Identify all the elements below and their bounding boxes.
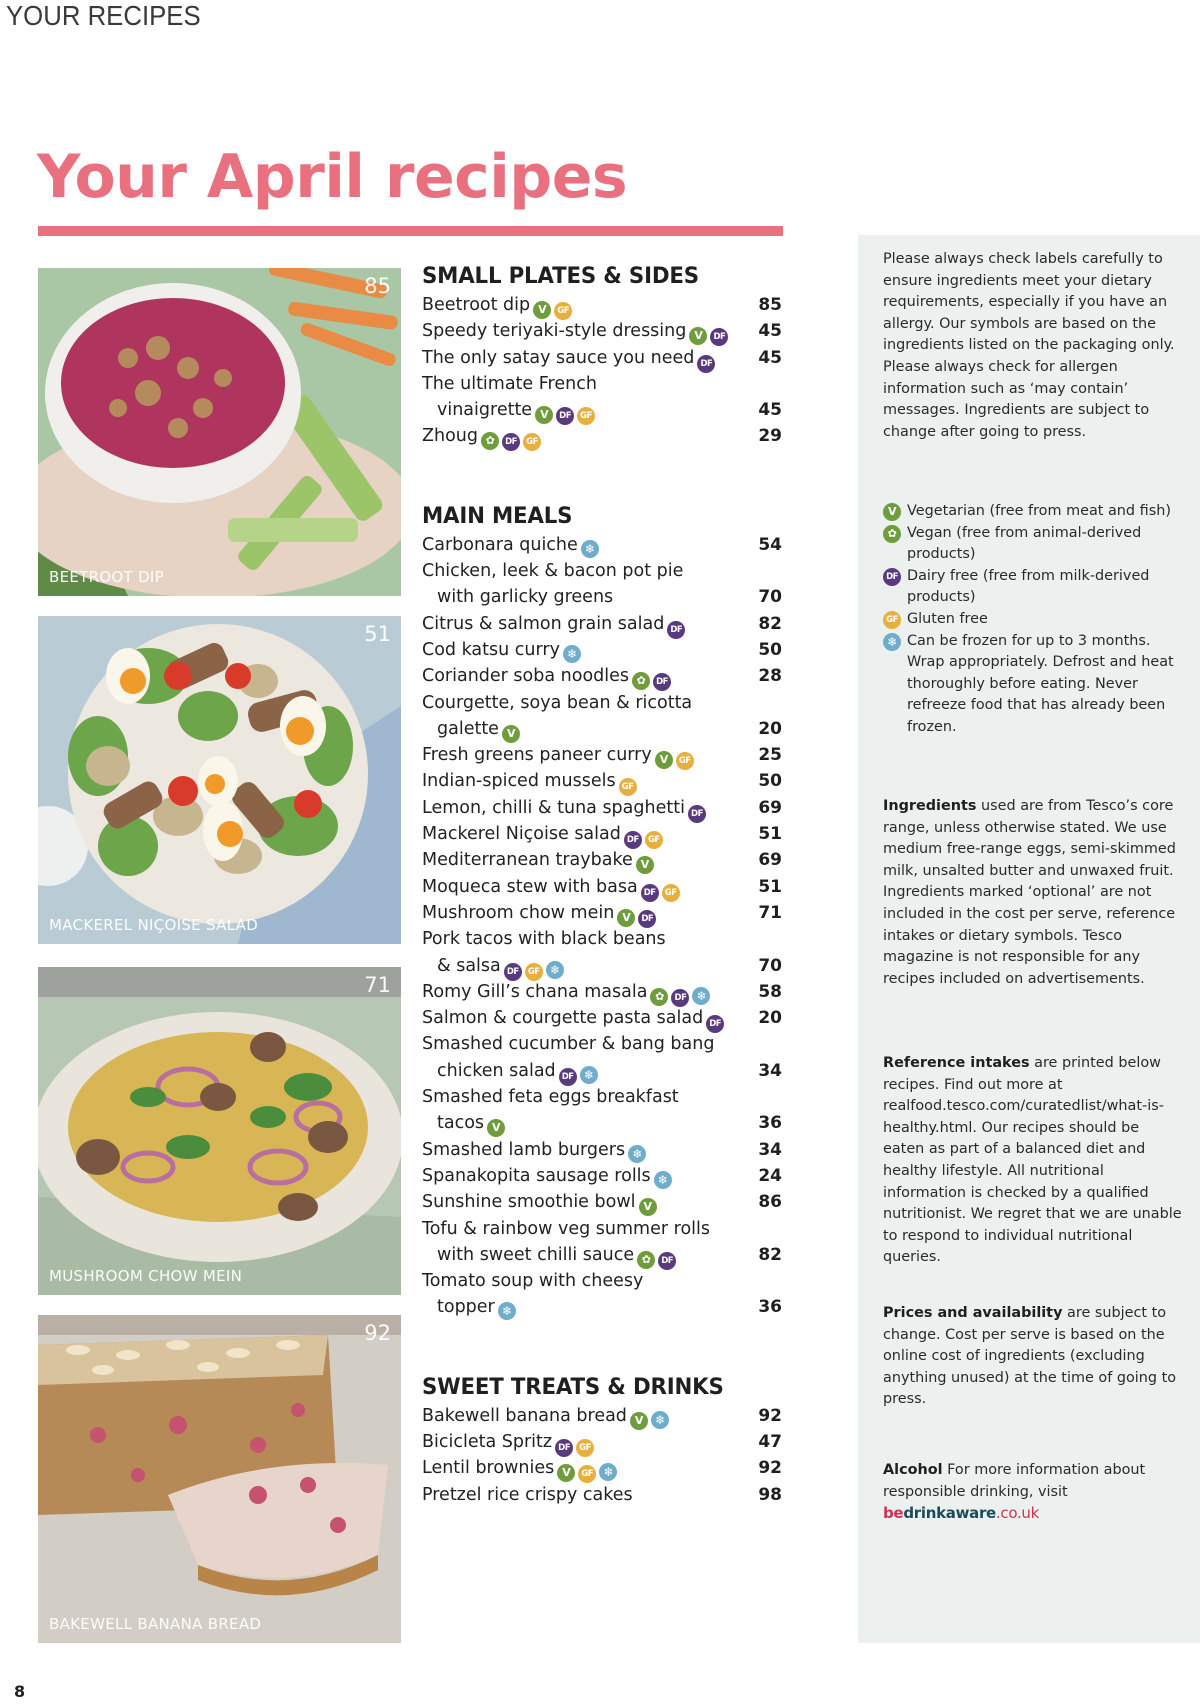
recipe-page-number: 69	[758, 797, 782, 818]
recipe-name-continued: with garlicky greens	[437, 587, 614, 608]
legend-item	[883, 566, 1183, 609]
photo-bakewell-banana-bread[interactable]	[38, 1315, 401, 1643]
reference-intakes-note	[883, 1053, 1183, 1269]
gluten-free-icon: GF	[676, 752, 694, 770]
recipe-name: Bicicleta Spritz	[422, 1431, 553, 1452]
recipe-row-continuation[interactable]	[422, 1242, 782, 1268]
vegan-icon: ✿	[650, 988, 668, 1006]
recipe-row[interactable]	[422, 690, 782, 716]
recipe-row-continuation[interactable]	[422, 716, 782, 742]
vegetarian-icon: V	[502, 725, 520, 743]
recipe-name: Mediterranean traybake	[422, 850, 633, 871]
recipe-page-number: 92	[758, 1405, 782, 1426]
recipe-page-number: 70	[758, 955, 782, 976]
category-heading: MAIN MEALS	[422, 503, 573, 529]
recipe-row[interactable]	[422, 423, 782, 449]
vegan-icon: ✿	[632, 672, 650, 690]
vegetarian-icon: V	[533, 301, 551, 319]
vegetarian-icon: V	[630, 1412, 648, 1430]
recipe-page-number: 34	[758, 1139, 782, 1160]
category-heading: SMALL PLATES & SIDES	[422, 264, 699, 289]
recipe-row[interactable]	[422, 1482, 782, 1508]
reference-text: are printed below recipes. Find out more at realfood.tesco.com/curatedlist/what-is-healthy.html. Our recipes should be eaten as part of a balanced diet and healthy lifestyle. All nutritional information is checked by a qualified nutritionist. We regret that we are unable to respond to individual nutritional queries.	[883, 1055, 1182, 1266]
recipe-index	[422, 262, 782, 1508]
legend-text: Dairy free (free from milk-derived products)	[907, 567, 1150, 606]
recipe-row[interactable]	[422, 768, 782, 794]
dairy-free-icon: DF	[624, 831, 642, 849]
gluten-free-icon: GF	[576, 1439, 594, 1457]
vegetarian-icon: V	[636, 856, 654, 874]
dietary-legend	[883, 501, 1183, 739]
legend-item	[883, 631, 1183, 739]
drinkaware-be: be	[883, 1504, 904, 1523]
recipe-row[interactable]	[422, 558, 782, 584]
recipe-name-continued: tacos	[437, 1113, 485, 1134]
freezable-icon: ❄	[580, 1066, 598, 1084]
recipe-page-number: 98	[758, 1484, 782, 1505]
recipe-row[interactable]	[422, 663, 782, 689]
reference-heading: Reference intakes	[883, 1055, 1030, 1071]
category-spacer	[422, 1321, 782, 1373]
recipe-name: Chicken, leek & bacon pot pie	[422, 561, 684, 582]
recipe-name: Bakewell banana bread	[422, 1405, 627, 1426]
legend-text: Vegan (free from animal-derived products)	[907, 524, 1142, 563]
recipe-row[interactable]	[422, 742, 782, 768]
recipe-page-number: 71	[758, 902, 782, 923]
recipe-row[interactable]	[422, 1189, 782, 1215]
freezable-icon: ❄	[581, 540, 599, 558]
recipe-name: Cod katsu curry	[422, 639, 560, 660]
recipe-name: Sunshine smoothie bowl	[422, 1192, 636, 1213]
recipe-name-continued: galette	[437, 718, 499, 739]
category-spacer	[422, 450, 782, 502]
photo-caption: BAKEWELL BANANA BREAD	[49, 1615, 262, 1633]
gluten-free-icon: GF	[554, 302, 572, 320]
prices-text: are subject to change. Cost per serve is based on the online cost of ingredients (excluding anything unused) at the time of going to press.	[883, 1305, 1177, 1408]
freezable-icon: ❄	[628, 1145, 646, 1163]
recipe-page-number: 82	[758, 613, 782, 634]
recipe-name: Romy Gill’s chana masala	[422, 981, 648, 1002]
recipe-row-continuation[interactable]	[422, 1294, 782, 1320]
legend-item	[883, 609, 1183, 631]
recipe-page-number: 85	[758, 295, 782, 315]
recipe-page-number: 51	[758, 876, 782, 897]
recipe-row[interactable]	[422, 637, 782, 663]
prices-heading: Prices and availability	[883, 1305, 1063, 1321]
recipe-row[interactable]	[422, 821, 782, 847]
recipe-page-number: 25	[758, 745, 782, 766]
freezable-icon: ❄	[651, 1411, 669, 1429]
dairy-free-icon: DF	[710, 328, 728, 346]
recipe-name: Tomato soup with cheesy	[422, 1271, 644, 1292]
vegetarian-icon: V	[557, 1464, 575, 1482]
dairy-free-icon: DF	[706, 1015, 724, 1033]
alcohol-note	[883, 1460, 1183, 1526]
dairy-free-icon: DF	[556, 407, 574, 425]
ingredients-note	[883, 796, 1183, 990]
recipe-row[interactable]	[422, 795, 782, 821]
recipe-page-number: 92	[758, 1458, 782, 1479]
recipe-row-continuation[interactable]	[422, 1058, 782, 1084]
recipe-name: Citrus & salmon grain salad	[422, 613, 665, 634]
photo-mackerel-nicoise-salad[interactable]	[38, 616, 401, 944]
recipe-row[interactable]	[422, 1084, 782, 1110]
photo-beetroot-dip[interactable]	[38, 268, 401, 596]
recipe-page-number: 24	[758, 1165, 782, 1186]
recipe-row[interactable]	[422, 926, 782, 952]
drinkaware-drink: drinkaware	[903, 1504, 996, 1523]
photo-page-number: 92	[364, 1321, 391, 1345]
recipe-row[interactable]	[422, 1163, 782, 1189]
vegetarian-icon: V	[487, 1119, 505, 1137]
banana-bread-image	[38, 1315, 401, 1643]
recipe-row-continuation[interactable]	[422, 397, 782, 423]
recipe-page-number: 28	[758, 666, 782, 687]
freezable-icon: ❄	[692, 987, 710, 1005]
recipe-page-number: 45	[758, 400, 782, 421]
recipe-page-number: 20	[758, 1008, 782, 1029]
recipe-name: Pork tacos with black beans	[422, 929, 666, 950]
recipe-name: The ultimate French	[422, 373, 597, 394]
recipe-page-number: 34	[758, 1060, 782, 1081]
ingredients-text: used are from Tesco’s core range, unless otherwise stated. We use medium free-range eggs, semi-skimmed milk, unsalted butter and unwaxed fruit. Ingredients marked ‘optional’ are not included in the cost per serve, reference intakes or dietary symbols. Tesco magazine is not responsible for any recipes included on advertisements.	[883, 798, 1176, 987]
recipe-row[interactable]	[422, 611, 782, 637]
vegan-icon: ✿	[883, 525, 901, 543]
recipe-row[interactable]	[422, 345, 782, 371]
recipe-page-number: 36	[758, 1113, 782, 1134]
freezable-icon: ❄	[546, 961, 564, 979]
legend-text: Gluten free	[907, 610, 988, 627]
recipe-row[interactable]	[422, 847, 782, 873]
dairy-free-icon: DF	[658, 1252, 676, 1270]
recipe-row[interactable]	[422, 1403, 782, 1429]
recipe-row[interactable]	[422, 1429, 782, 1455]
page-number: 8	[14, 1682, 26, 1701]
mackerel-salad-image	[38, 616, 401, 944]
category-heading: SWEET TREATS & DRINKS	[422, 1374, 724, 1400]
freezable-icon: ❄	[654, 1171, 672, 1189]
freezable-icon: ❄	[599, 1463, 617, 1481]
recipe-name: Spanakopita sausage rolls	[422, 1165, 651, 1186]
dairy-free-icon: DF	[688, 805, 706, 823]
recipe-page-number: 29	[758, 426, 782, 447]
gluten-free-icon: GF	[577, 407, 595, 425]
recipe-row[interactable]	[422, 318, 782, 344]
recipe-name: Mushroom chow mein	[422, 902, 615, 923]
recipe-name-continued: chicken salad	[437, 1060, 556, 1081]
recipe-row[interactable]	[422, 1216, 782, 1242]
recipe-name: Moqueca stew with basa	[422, 876, 638, 897]
recipe-name: Fresh greens paneer curry	[422, 745, 652, 766]
chow-mein-image	[38, 967, 401, 1295]
freezable-icon: ❄	[498, 1302, 516, 1320]
recipe-name: Smashed feta eggs breakfast	[422, 1087, 679, 1108]
recipe-name: Smashed cucumber & bang bang	[422, 1034, 715, 1055]
recipe-name: Smashed lamb burgers	[422, 1139, 626, 1160]
vegetarian-icon: V	[639, 1198, 657, 1216]
photo-caption: BEETROOT DIP	[49, 568, 164, 586]
freezable-icon: ❄	[883, 633, 901, 651]
alcohol-heading: Alcohol	[883, 1462, 943, 1478]
recipe-name: Courgette, soya bean & ricotta	[422, 692, 693, 713]
photo-page-number: 85	[364, 274, 391, 298]
beetroot-dip-image	[38, 268, 401, 596]
recipe-page-number: 58	[758, 981, 782, 1002]
dairy-free-icon: DF	[653, 673, 671, 691]
recipe-page-number: 54	[758, 534, 782, 555]
recipe-name: Salmon & courgette pasta salad	[422, 1008, 704, 1029]
recipe-name-continued: & salsa	[437, 955, 501, 976]
recipe-name: Zhoug	[422, 426, 478, 447]
recipe-row[interactable]	[422, 1137, 782, 1163]
recipe-row[interactable]	[422, 1031, 782, 1057]
photo-mushroom-chow-mein[interactable]	[38, 967, 401, 1295]
recipe-name: Beetroot dip	[422, 295, 531, 315]
title-underline	[38, 226, 783, 236]
recipe-row[interactable]	[422, 900, 782, 926]
photo-caption: MACKEREL NIÇOISE SALAD	[49, 916, 259, 934]
recipe-name: Carbonara quiche	[422, 534, 578, 555]
recipe-name: Indian-spiced mussels	[422, 771, 616, 792]
recipe-row[interactable]	[422, 371, 782, 397]
recipe-name: Speedy teriyaki-style dressing	[422, 321, 687, 342]
dairy-free-icon: DF	[502, 433, 520, 451]
recipe-name-continued: with sweet chilli sauce	[437, 1244, 635, 1265]
recipe-row[interactable]	[422, 1268, 782, 1294]
recipe-page-number: 86	[758, 1192, 782, 1213]
dairy-free-icon: DF	[504, 963, 522, 981]
freezable-icon: ❄	[563, 645, 581, 663]
recipe-row-continuation[interactable]	[422, 953, 782, 979]
recipe-page-number: 20	[758, 718, 782, 739]
vegan-icon: ✿	[481, 432, 499, 450]
recipe-page-number: 82	[758, 1244, 782, 1265]
recipe-row-continuation[interactable]	[422, 1110, 782, 1136]
recipe-page-number: 50	[758, 771, 782, 792]
info-panel	[858, 235, 1200, 1643]
recipe-page-number: 69	[758, 850, 782, 871]
recipe-row-continuation[interactable]	[422, 584, 782, 610]
vegan-icon: ✿	[637, 1251, 655, 1269]
photo-caption: MUSHROOM CHOW MEIN	[49, 1267, 243, 1285]
gluten-free-icon: GF	[645, 831, 663, 849]
recipe-name: Coriander soba noodles	[422, 666, 630, 687]
gluten-free-icon: GF	[883, 611, 901, 629]
recipe-name: Lentil brownies	[422, 1458, 555, 1479]
recipe-page-number: 45	[758, 347, 782, 368]
recipe-name-continued: vinaigrette	[437, 400, 533, 421]
recipe-page-number: 70	[758, 587, 782, 608]
recipe-row[interactable]	[422, 292, 782, 318]
dairy-free-icon: DF	[555, 1439, 573, 1457]
ingredients-heading: Ingredients	[883, 798, 977, 814]
dairy-free-icon: DF	[883, 568, 901, 586]
recipe-name: Mackerel Niçoise salad	[422, 824, 621, 845]
prices-note	[883, 1303, 1183, 1411]
dairy-free-icon: DF	[697, 355, 715, 373]
recipe-name: Pretzel rice crispy cakes	[422, 1484, 633, 1505]
photo-page-number: 51	[364, 622, 391, 646]
recipe-page-number: 51	[758, 824, 782, 845]
recipe-name: Lemon, chilli & tuna spaghetti	[422, 797, 685, 818]
recipe-name: Tofu & rainbow veg summer rolls	[422, 1218, 710, 1239]
gluten-free-icon: GF	[578, 1465, 596, 1483]
vegetarian-icon: V	[689, 327, 707, 345]
drinkaware-domain: .co.uk	[995, 1504, 1040, 1523]
gluten-free-icon: GF	[619, 778, 637, 796]
recipe-page-number: 45	[758, 321, 782, 342]
recipe-page-number: 47	[758, 1431, 782, 1452]
legend-text: Vegetarian (free from meat and fish)	[907, 503, 1171, 519]
legend-item	[883, 523, 1183, 566]
vegetarian-icon: V	[617, 909, 635, 927]
recipe-page-number: 36	[758, 1297, 782, 1318]
legend-text: Can be frozen for up to 3 months. Wrap appropriately. Defrost and heat thoroughly before eating. Never refreeze food that has already been frozen.	[907, 632, 1174, 735]
dairy-free-icon: DF	[667, 621, 685, 639]
dairy-free-icon: DF	[559, 1068, 577, 1086]
section-header: YOUR RECIPES	[6, 0, 201, 31]
dairy-free-icon: DF	[638, 910, 656, 928]
recipe-row[interactable]	[422, 979, 782, 1005]
dairy-free-icon: DF	[671, 989, 689, 1007]
recipe-name: The only satay sauce you need	[422, 347, 695, 368]
recipe-row[interactable]	[422, 874, 782, 900]
alcohol-text: For more information about responsible drinking, visit	[883, 1462, 1146, 1500]
photo-page-number: 71	[364, 973, 391, 997]
page-title: Your April recipes	[37, 142, 628, 212]
recipe-row[interactable]	[422, 1005, 782, 1031]
recipe-name-continued: topper	[437, 1297, 495, 1318]
recipe-row[interactable]	[422, 532, 782, 558]
legend-item	[883, 501, 1183, 523]
gluten-free-icon: GF	[525, 963, 543, 981]
recipe-row[interactable]	[422, 1455, 782, 1481]
vegetarian-icon: V	[883, 503, 901, 521]
drinkaware-link[interactable]	[883, 1504, 1039, 1522]
dairy-free-icon: DF	[641, 884, 659, 902]
recipe-page-number: 50	[758, 639, 782, 660]
vegetarian-icon: V	[655, 751, 673, 769]
gluten-free-icon: GF	[523, 433, 541, 451]
gluten-free-icon: GF	[662, 884, 680, 902]
labels-note: Please always check labels carefully to ensure ingredients meet your dietary requirements, especially if you have an allergy. Our symbols are based on the ingredients listed on the packaging only. Please always check for allergen information such as ‘may contain’ messages. Ingredients are subject to change after going to press.	[883, 251, 1175, 440]
vegetarian-icon: V	[535, 406, 553, 424]
